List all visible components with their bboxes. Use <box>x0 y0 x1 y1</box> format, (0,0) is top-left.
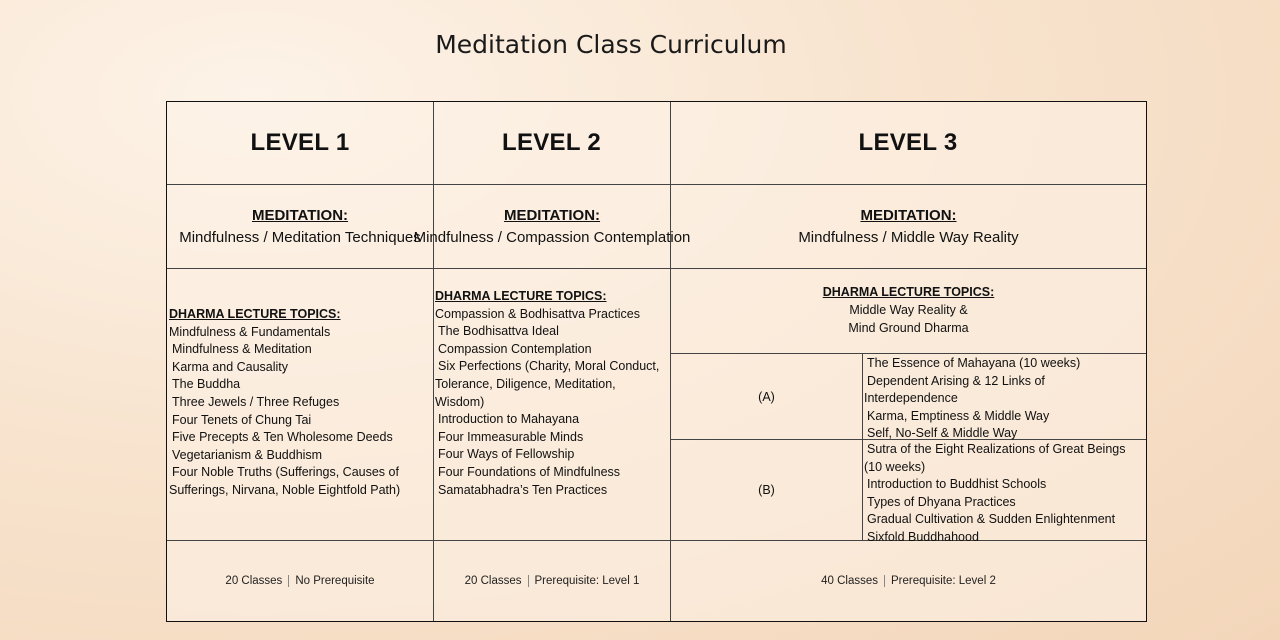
topic-item: Four Immeasurable Minds <box>438 429 584 444</box>
topic-item: Four Noble Truths (Sufferings, Causes of <box>172 465 399 480</box>
topic-item: Mindfulness & Fundamentals <box>169 324 331 339</box>
topic-item: Gradual Cultivation & Sudden Enlightenment <box>867 512 1116 527</box>
topic-item: Interdependence <box>864 391 958 406</box>
topic-item: Sufferings, Nirvana, Noble Eightfold Path) <box>169 482 401 497</box>
topic-item: (10 weeks) <box>864 459 926 474</box>
page-title: Meditation Class Curriculum <box>435 30 787 59</box>
level-2-footer <box>434 541 670 621</box>
class-count: 20 Classes <box>464 575 522 587</box>
level-2-title: LEVEL 2 <box>501 129 602 156</box>
topic-item: Mindfulness & Meditation <box>172 342 312 357</box>
topic-item: The Bodhisattva Ideal <box>438 324 559 339</box>
topic-item: The Essence of Mahayana (10 weeks) <box>867 356 1081 370</box>
topic-item: Vegetarianism & Buddhism <box>172 447 323 462</box>
topic-item: Four Tenets of Chung Tai <box>172 412 312 427</box>
topic-item: Self, No-Self & Middle Way <box>867 426 1018 441</box>
topic-item: Karma and Causality <box>172 359 289 374</box>
topics-subtitle: Mind Ground Dharma <box>848 321 969 335</box>
topic-item: Four Foundations of Mindfulness <box>438 464 621 479</box>
meditation-description: Mindfulness / Middle Way Reality <box>798 229 1019 246</box>
topic-item: Tolerance, Diligence, Meditation, <box>435 376 616 391</box>
topics-heading: DHARMA LECTURE TOPICS: <box>435 289 607 303</box>
group-a-topics <box>864 355 1144 439</box>
topic-item: Six Perfections (Charity, Moral Conduct, <box>438 359 660 374</box>
level-3-footer <box>671 541 1146 621</box>
topic-item: Compassion & Bodhisattva Practices <box>435 306 640 321</box>
curriculum-table <box>166 101 1147 622</box>
prerequisite: Prerequisite: Level 1 <box>534 575 640 587</box>
meditation-label: MEDITATION: <box>251 207 349 224</box>
level-3-topics-header <box>671 283 1146 351</box>
level-1-meditation <box>167 185 433 268</box>
topic-item: Introduction to Buddhist Schools <box>867 477 1047 492</box>
topics-heading: DHARMA LECTURE TOPICS: <box>169 307 341 321</box>
separator <box>288 575 289 587</box>
topic-item: Three Jewels / Three Refuges <box>172 394 340 409</box>
topic-item: The Buddha <box>172 377 241 392</box>
level-1-title: LEVEL 1 <box>250 129 350 156</box>
group-label-divider <box>862 353 863 540</box>
meditation-description: Mindfulness / Meditation Techniques <box>179 229 421 246</box>
level-1-topics <box>169 306 431 538</box>
level-3-title: LEVEL 3 <box>858 129 958 156</box>
topic-item: Five Precepts & Ten Wholesome Deeds <box>172 430 393 445</box>
topic-item: Dependent Arising & 12 Links of <box>867 373 1045 388</box>
separator <box>528 575 529 587</box>
group-b-label: (B) <box>758 483 775 497</box>
group-a-label: (A) <box>758 389 775 404</box>
meditation-description: Mindfulness / Compassion Contemplation <box>413 229 691 246</box>
topic-item: Compassion Contemplation <box>438 341 592 356</box>
level-1-footer <box>167 541 433 621</box>
level-2-topics <box>435 288 669 538</box>
prerequisite: Prerequisite: Level 2 <box>891 575 996 587</box>
topics-subtitle: Middle Way Reality & <box>849 303 968 317</box>
topic-item: Types of Dhyana Practices <box>867 494 1016 509</box>
topic-item: Samatabhadra’s Ten Practices <box>438 482 608 497</box>
topic-item: Introduction to Mahayana <box>438 412 580 427</box>
level-3-meditation <box>671 185 1146 268</box>
row-divider <box>167 268 1146 269</box>
topics-heading: DHARMA LECTURE TOPICS: <box>822 285 995 299</box>
group-b-topics <box>864 441 1144 544</box>
level-2-meditation <box>413 185 691 268</box>
prerequisite: No Prerequisite <box>295 575 375 587</box>
topic-item: Wisdom) <box>435 394 485 409</box>
class-count: 40 Classes <box>821 575 879 587</box>
topic-item: Sixfold Buddhahood <box>867 529 979 544</box>
topic-item: Sutra of the Eight Realizations of Great Beings <box>867 442 1126 456</box>
meditation-label: MEDITATION: <box>503 207 601 224</box>
class-count: 20 Classes <box>225 575 283 587</box>
topic-item: Four Ways of Fellowship <box>438 447 575 462</box>
topic-item: Karma, Emptiness & Middle Way <box>867 408 1050 423</box>
meditation-label: MEDITATION: <box>860 207 957 224</box>
separator <box>884 575 885 587</box>
